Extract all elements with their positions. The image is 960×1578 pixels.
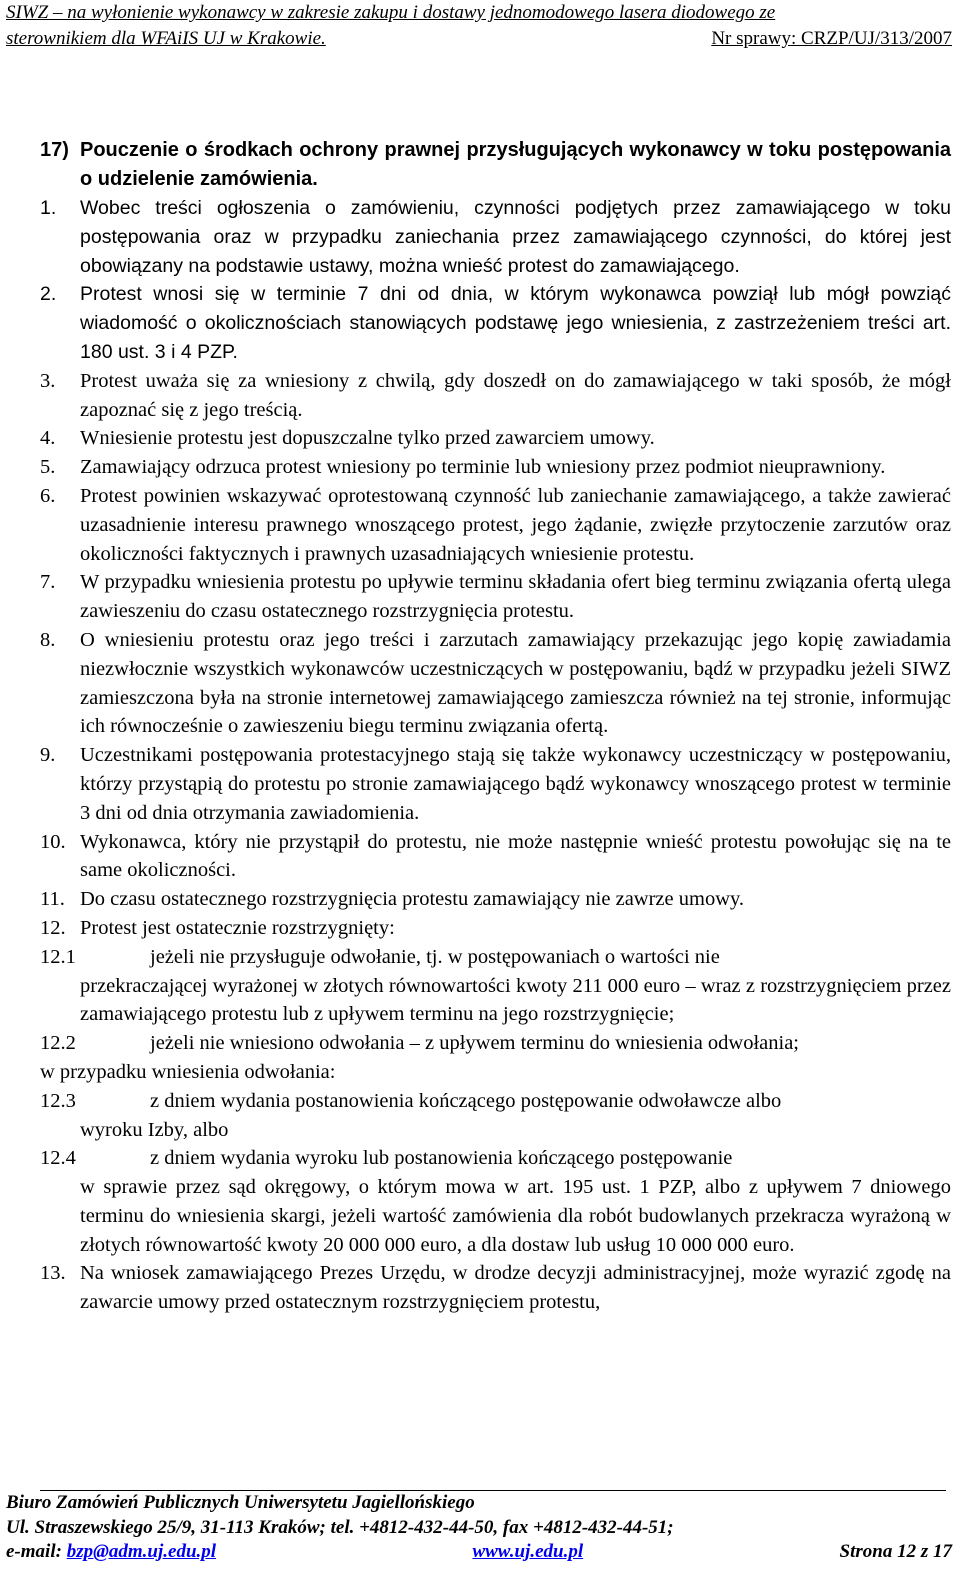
item-text: Uczestnikami postępowania protestacyjnego stają się także wykonawcy uczestniczący w postępowaniu, którzy przystąpią do protestu po stronie zamawiającego bądź wykonawcy wnoszącego protest w terminie 3 dni od dnia otrzymania zawiadomienia. — [80, 744, 951, 824]
appeal-intro: w przypadku wniesienia odwołania: — [40, 1060, 336, 1083]
page-header — [6, 0, 952, 52]
subitem-text-first: jeżeli nie przysługuje odwołanie, tj. w postępowaniach o wartości nie — [150, 945, 720, 968]
footer-email-link[interactable]: bzp@adm.uj.edu.pl — [66, 1541, 217, 1562]
item-number: 11. — [40, 888, 65, 911]
list-item — [40, 741, 951, 827]
footer-email-label: e-mail: — [6, 1541, 62, 1562]
item-text: O wniesieniu protestu oraz jego treści i zarzutach zamawiający przekazując jego kopię zawiadamia niezwłocznie wszystkich wykonawców uczestniczących w postępowaniu, bądź w przypadku jeżeli SIWZ zamieszczona była na stronie internetowej zamawiającego zamieszcza również na tej stronie, informując ich równocześnie o zawieszeniu biegu terminu związania ofertą. — [80, 628, 951, 738]
footer-website-link[interactable]: www.uj.edu.pl — [472, 1541, 584, 1562]
list-item — [40, 626, 951, 741]
list-item — [40, 453, 951, 482]
item-number: 1. — [40, 197, 57, 219]
subitem-number: 12.1 — [40, 945, 76, 968]
subitem-12-4 — [40, 1144, 951, 1173]
item-text: Zamawiający odrzuca protest wniesiony po terminie lub wniesiony przez podmiot nieuprawniony. — [80, 456, 886, 479]
subitem-text-first: z dniem wydania postanowienia kończącego postępowanie odwoławcze albo — [150, 1089, 782, 1112]
subitem-text-first: z dniem wydania wyroku lub postanowienia kończącego postępowanie — [150, 1147, 733, 1170]
list-item — [40, 568, 951, 626]
list-item — [40, 914, 951, 943]
list-item — [40, 1259, 951, 1317]
subitem-12-2 — [40, 1029, 951, 1058]
subitem-number: 12.4 — [40, 1147, 76, 1170]
item-text: Do czasu ostatecznego rozstrzygnięcia protestu zamawiający nie zawrze umowy. — [80, 888, 745, 911]
case-number: Nr sprawy: CRZP/UJ/313/2007 — [711, 28, 952, 49]
item-number: 12. — [40, 916, 66, 939]
item-text: Wykonawca, który nie przystąpił do protestu, nie może następnie wnieść protestu powołując się na te same okoliczności. — [80, 830, 951, 882]
item-text: Protest jest ostatecznie rozstrzygnięty: — [80, 916, 395, 939]
footer-org: Biuro Zamówień Publicznych Uniwersytetu Jagiellońskiego — [6, 1492, 475, 1513]
item-text: Wobec treści ogłoszenia o zamówieniu, czynności podjętych przez zamawiającego w toku postępowania oraz w przypadku zaniechania przez zamawiającego czynności, do której jest obowiązany na podstawie ustawy, można wnieść protest do zamawiającego. — [80, 197, 951, 277]
subitem-12-3 — [40, 1087, 951, 1116]
item-text: Wniesienie protestu jest dopuszczalne tylko przed zawarciem umowy. — [80, 427, 655, 450]
footer-page-number: Strona 12 z 17 — [839, 1541, 952, 1562]
item-number: 5. — [40, 456, 56, 479]
subitem-number: 12.2 — [40, 1032, 76, 1055]
item-number: 2. — [40, 283, 57, 306]
list-item — [40, 280, 951, 366]
subitem-text-rest: w sprawie przez sąd okręgowy, o którym mowa w art. 195 ust. 1 PZP, albo z upływem 7 dniowego terminu do wniesienia skargi, jeżeli wartość zamówienia dla robót budowlanych przekracza wyrażoną w złotych równowartość kwoty 20 000 000 euro, a dla dostaw lub usług 10 000 000 euro. — [80, 1176, 951, 1256]
item-text: W przypadku wniesienia protestu po upływie terminu składania ofert bieg terminu związania ofertą ulega zawieszeniu do czasu ostatecznego rozstrzygnięcia protestu. — [80, 571, 951, 623]
item-number: 6. — [40, 484, 56, 507]
section-title: Pouczenie o środkach ochrony prawnej przysługujących wykonawcy w toku postępowania o udzielenie zamówienia. — [80, 139, 951, 190]
section-heading — [40, 136, 951, 194]
page-footer — [6, 1491, 952, 1565]
item-number: 8. — [40, 628, 56, 651]
list-item — [40, 367, 951, 425]
subitem-text: jeżeli nie wniesiono odwołania – z upływem terminu do wniesienia odwołania; — [150, 1032, 800, 1055]
list-item — [40, 885, 951, 914]
item-number: 13. — [40, 1262, 66, 1285]
subitem-12-1 — [40, 943, 951, 972]
list-item — [40, 194, 951, 280]
item-text: Protest uważa się za wniesiony z chwilą, gdy doszedł on do zamawiającego w taki sposób, że mógł zapoznać się z jego treścią. — [80, 369, 951, 421]
subitem-text-rest: przekraczającej wyrażonej w złotych równowartości kwoty 211 000 euro – wraz z rozstrzygnięciem przez zamawiającego protestu lub z upływem terminu na jego rozstrzygnięcie; — [80, 974, 951, 1026]
list-item — [40, 828, 951, 886]
list-item — [40, 424, 951, 453]
item-number: 4. — [40, 427, 56, 450]
item-number: 10. — [40, 830, 66, 853]
subitem-number: 12.3 — [40, 1089, 76, 1112]
item-number: 9. — [40, 744, 56, 767]
header-title-line2: sterownikiem dla WFAiIS UJ w Krakowie. — [6, 28, 326, 49]
item-number: 7. — [40, 571, 56, 594]
document-body — [40, 136, 951, 1317]
header-title-line1: SIWZ – na wyłonienie wykonawcy w zakresie zakupu i dostawy jednomodowego lasera diodowego ze — [6, 2, 776, 23]
list-item — [40, 482, 951, 568]
item-number: 3. — [40, 369, 56, 392]
section-number: 17) — [40, 139, 69, 161]
item-text: Protest wnosi się w terminie 7 dni od dnia, w którym wykonawca powziął lub mógł powziąć wiadomość o okolicznościach stanowiących podstawę jego wniesienia, z zastrzeżeniem treści art. 180 ust. 3 i 4 PZP. — [80, 283, 951, 363]
subitem-text-rest: wyroku Izby, albo — [80, 1118, 229, 1141]
item-text: Protest powinien wskazywać oprotestowaną czynność lub zaniechanie zamawiającego, a także zawierać uzasadnienie interesu prawnego wnoszącego protest, jego żądanie, zwięzłe przytoczenie zarzutów oraz okoliczności faktycznych i prawnych uzasadniających wniesienie protestu. — [80, 484, 951, 565]
item-text: Na wniosek zamawiającego Prezes Urzędu, w drodze decyzji administracyjnej, może wyrazić zgodę na zawarcie umowy przed ostatecznym rozstrzygnięciem protestu, — [80, 1262, 951, 1314]
footer-address: Ul. Straszewskiego 25/9, 31-113 Kraków; tel. +4812-432-44-50, fax +4812-432-44-51; — [6, 1516, 674, 1538]
